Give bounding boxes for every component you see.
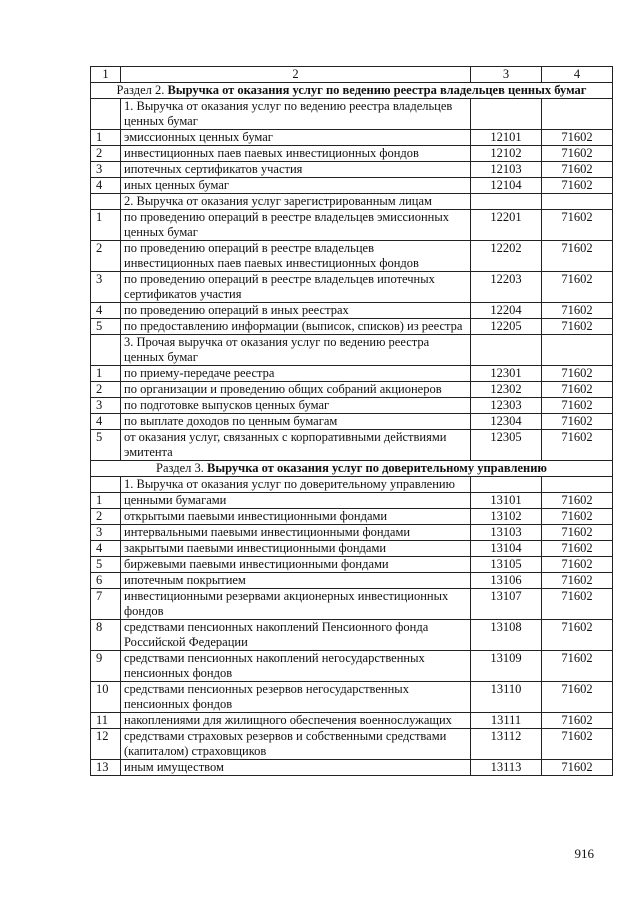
group-row — [91, 335, 613, 366]
row-number: 6 — [91, 573, 121, 589]
row-number: 4 — [91, 414, 121, 430]
row-description: по предоставлению информации (выписок, списков) из реестра — [121, 319, 471, 335]
code-cell — [471, 477, 542, 493]
table-row — [91, 651, 613, 682]
row-code: 13103 — [471, 525, 542, 541]
row-description: инвестиционных паев паевых инвестиционных фондов — [121, 146, 471, 162]
row-description: средствами страховых резервов и собственными средствами (капиталом) страховщиков — [121, 729, 471, 760]
row-account: 71602 — [542, 651, 613, 682]
row-account: 71602 — [542, 366, 613, 382]
row-account: 71602 — [542, 760, 613, 776]
row-description: по проведению операций в реестре владельцев инвестиционных паев паевых инвестиционных фондов — [121, 241, 471, 272]
row-account: 71602 — [542, 682, 613, 713]
table-row — [91, 241, 613, 272]
section-row — [91, 83, 613, 99]
row-code: 13113 — [471, 760, 542, 776]
row-number: 13 — [91, 760, 121, 776]
section-heading: Выручка от оказания услуг по ведению реестра владельцев ценных бумаг — [167, 83, 587, 97]
account-cell — [542, 477, 613, 493]
row-number: 3 — [91, 272, 121, 303]
row-code: 13101 — [471, 493, 542, 509]
group-title: 1. Выручка от оказания услуг по ведению реестра владельцев ценных бумаг — [121, 99, 471, 130]
row-account: 71602 — [542, 541, 613, 557]
row-description: по выплате доходов по ценным бумагам — [121, 414, 471, 430]
row-number: 9 — [91, 651, 121, 682]
row-description: по проведению операций в реестре владельцев ипотечных сертификатов участия — [121, 272, 471, 303]
row-description: иных ценных бумаг — [121, 178, 471, 194]
row-number: 1 — [91, 493, 121, 509]
table-row — [91, 557, 613, 573]
group-title: 2. Выручка от оказания услуг зарегистрированным лицам — [121, 194, 471, 210]
row-code: 13107 — [471, 589, 542, 620]
table-row — [91, 178, 613, 194]
row-description: средствами пенсионных накоплений Пенсионного фонда Российской Федерации — [121, 620, 471, 651]
header-col-3: 3 — [471, 67, 542, 83]
row-code: 12204 — [471, 303, 542, 319]
row-code: 12203 — [471, 272, 542, 303]
row-number: 8 — [91, 620, 121, 651]
row-account: 71602 — [542, 241, 613, 272]
row-number: 4 — [91, 303, 121, 319]
table-row — [91, 509, 613, 525]
row-description: ипотечных сертификатов участия — [121, 162, 471, 178]
account-cell — [542, 194, 613, 210]
row-description: средствами пенсионных накоплений негосударственных пенсионных фондов — [121, 651, 471, 682]
row-number: 2 — [91, 382, 121, 398]
row-number-cell — [91, 477, 121, 493]
row-number: 1 — [91, 366, 121, 382]
account-cell — [542, 99, 613, 130]
section-title — [91, 461, 613, 477]
group-title: 3. Прочая выручка от оказания услуг по ведению реестра ценных бумаг — [121, 335, 471, 366]
table-row — [91, 713, 613, 729]
row-description: иным имуществом — [121, 760, 471, 776]
row-account: 71602 — [542, 319, 613, 335]
table-row — [91, 414, 613, 430]
table-row — [91, 210, 613, 241]
row-number: 4 — [91, 541, 121, 557]
header-col-4: 4 — [542, 67, 613, 83]
table-row — [91, 729, 613, 760]
table-body — [91, 67, 613, 776]
table-row — [91, 589, 613, 620]
row-account: 71602 — [542, 398, 613, 414]
page-number: 916 — [574, 846, 594, 861]
row-code: 12101 — [471, 130, 542, 146]
row-number: 3 — [91, 398, 121, 414]
row-account: 71602 — [542, 130, 613, 146]
row-code: 12305 — [471, 430, 542, 461]
row-account: 71602 — [542, 509, 613, 525]
row-account: 71602 — [542, 210, 613, 241]
table-row — [91, 130, 613, 146]
row-code: 12103 — [471, 162, 542, 178]
section-prefix: Раздел 2. — [116, 83, 168, 97]
row-code: 12302 — [471, 382, 542, 398]
table-row — [91, 382, 613, 398]
row-code: 13109 — [471, 651, 542, 682]
row-number-cell — [91, 194, 121, 210]
row-code: 13112 — [471, 729, 542, 760]
row-account: 71602 — [542, 414, 613, 430]
row-code: 12104 — [471, 178, 542, 194]
row-description: средствами пенсионных резервов негосударственных пенсионных фондов — [121, 682, 471, 713]
row-description: ипотечным покрытием — [121, 573, 471, 589]
table-row — [91, 760, 613, 776]
section-prefix: Раздел 3. — [156, 461, 208, 475]
section-title — [91, 83, 613, 99]
row-code: 13106 — [471, 573, 542, 589]
row-number: 2 — [91, 146, 121, 162]
row-number: 5 — [91, 319, 121, 335]
row-code: 13110 — [471, 682, 542, 713]
table-row — [91, 573, 613, 589]
table-row — [91, 366, 613, 382]
row-code: 13108 — [471, 620, 542, 651]
table-row — [91, 319, 613, 335]
row-code: 12304 — [471, 414, 542, 430]
table-row — [91, 493, 613, 509]
row-code: 13105 — [471, 557, 542, 573]
row-account: 71602 — [542, 620, 613, 651]
header-col-1: 1 — [91, 67, 121, 83]
table-row — [91, 162, 613, 178]
row-description: закрытыми паевыми инвестиционными фондами — [121, 541, 471, 557]
row-account: 71602 — [542, 557, 613, 573]
row-account: 71602 — [542, 493, 613, 509]
row-description: по проведению операций в иных реестрах — [121, 303, 471, 319]
row-code: 12201 — [471, 210, 542, 241]
code-cell — [471, 194, 542, 210]
row-number: 5 — [91, 557, 121, 573]
row-code: 12205 — [471, 319, 542, 335]
row-number: 3 — [91, 525, 121, 541]
row-description: по приему-передаче реестра — [121, 366, 471, 382]
row-number: 12 — [91, 729, 121, 760]
row-code: 12301 — [471, 366, 542, 382]
row-account: 71602 — [542, 525, 613, 541]
row-number-cell — [91, 99, 121, 130]
row-description: инвестиционными резервами акционерных инвестиционных фондов — [121, 589, 471, 620]
table-row — [91, 398, 613, 414]
accounts-table — [90, 66, 613, 776]
row-code: 12303 — [471, 398, 542, 414]
row-account: 71602 — [542, 178, 613, 194]
header-col-2: 2 — [121, 67, 471, 83]
account-cell — [542, 335, 613, 366]
row-account: 71602 — [542, 713, 613, 729]
row-description: накоплениями для жилищного обеспечения военнослужащих — [121, 713, 471, 729]
row-account: 71602 — [542, 162, 613, 178]
row-description: от оказания услуг, связанных с корпоративными действиями эмитента — [121, 430, 471, 461]
table-row — [91, 430, 613, 461]
header-row — [91, 67, 613, 83]
table-row — [91, 525, 613, 541]
row-description: биржевыми паевыми инвестиционными фондами — [121, 557, 471, 573]
row-number: 3 — [91, 162, 121, 178]
group-row — [91, 99, 613, 130]
table-row — [91, 682, 613, 713]
row-number: 10 — [91, 682, 121, 713]
row-account: 71602 — [542, 146, 613, 162]
row-account: 71602 — [542, 573, 613, 589]
row-number: 1 — [91, 130, 121, 146]
table-row — [91, 272, 613, 303]
row-number: 1 — [91, 210, 121, 241]
row-code: 13104 — [471, 541, 542, 557]
row-account: 71602 — [542, 729, 613, 760]
row-description: по подготовке выпусков ценных бумаг — [121, 398, 471, 414]
row-number: 11 — [91, 713, 121, 729]
row-number-cell — [91, 335, 121, 366]
row-description: эмиссионных ценных бумаг — [121, 130, 471, 146]
table-row — [91, 303, 613, 319]
row-account: 71602 — [542, 303, 613, 319]
group-row — [91, 477, 613, 493]
row-number: 5 — [91, 430, 121, 461]
row-description: ценными бумагами — [121, 493, 471, 509]
row-description: по организации и проведению общих собраний акционеров — [121, 382, 471, 398]
row-account: 71602 — [542, 589, 613, 620]
row-description: по проведению операций в реестре владельцев эмиссионных ценных бумаг — [121, 210, 471, 241]
row-code: 12202 — [471, 241, 542, 272]
row-number: 2 — [91, 241, 121, 272]
section-row — [91, 461, 613, 477]
row-account: 71602 — [542, 272, 613, 303]
table-row — [91, 146, 613, 162]
row-account: 71602 — [542, 382, 613, 398]
section-heading: Выручка от оказания услуг по доверительному управлению — [207, 461, 547, 475]
row-account: 71602 — [542, 430, 613, 461]
table-row — [91, 541, 613, 557]
row-number: 4 — [91, 178, 121, 194]
code-cell — [471, 335, 542, 366]
group-row — [91, 194, 613, 210]
code-cell — [471, 99, 542, 130]
row-number: 2 — [91, 509, 121, 525]
group-title: 1. Выручка от оказания услуг по доверительному управлению — [121, 477, 471, 493]
row-code: 13102 — [471, 509, 542, 525]
row-code: 12102 — [471, 146, 542, 162]
row-number: 7 — [91, 589, 121, 620]
row-description: открытыми паевыми инвестиционными фондами — [121, 509, 471, 525]
row-description: интервальными паевыми инвестиционными фондами — [121, 525, 471, 541]
table-row — [91, 620, 613, 651]
row-code: 13111 — [471, 713, 542, 729]
